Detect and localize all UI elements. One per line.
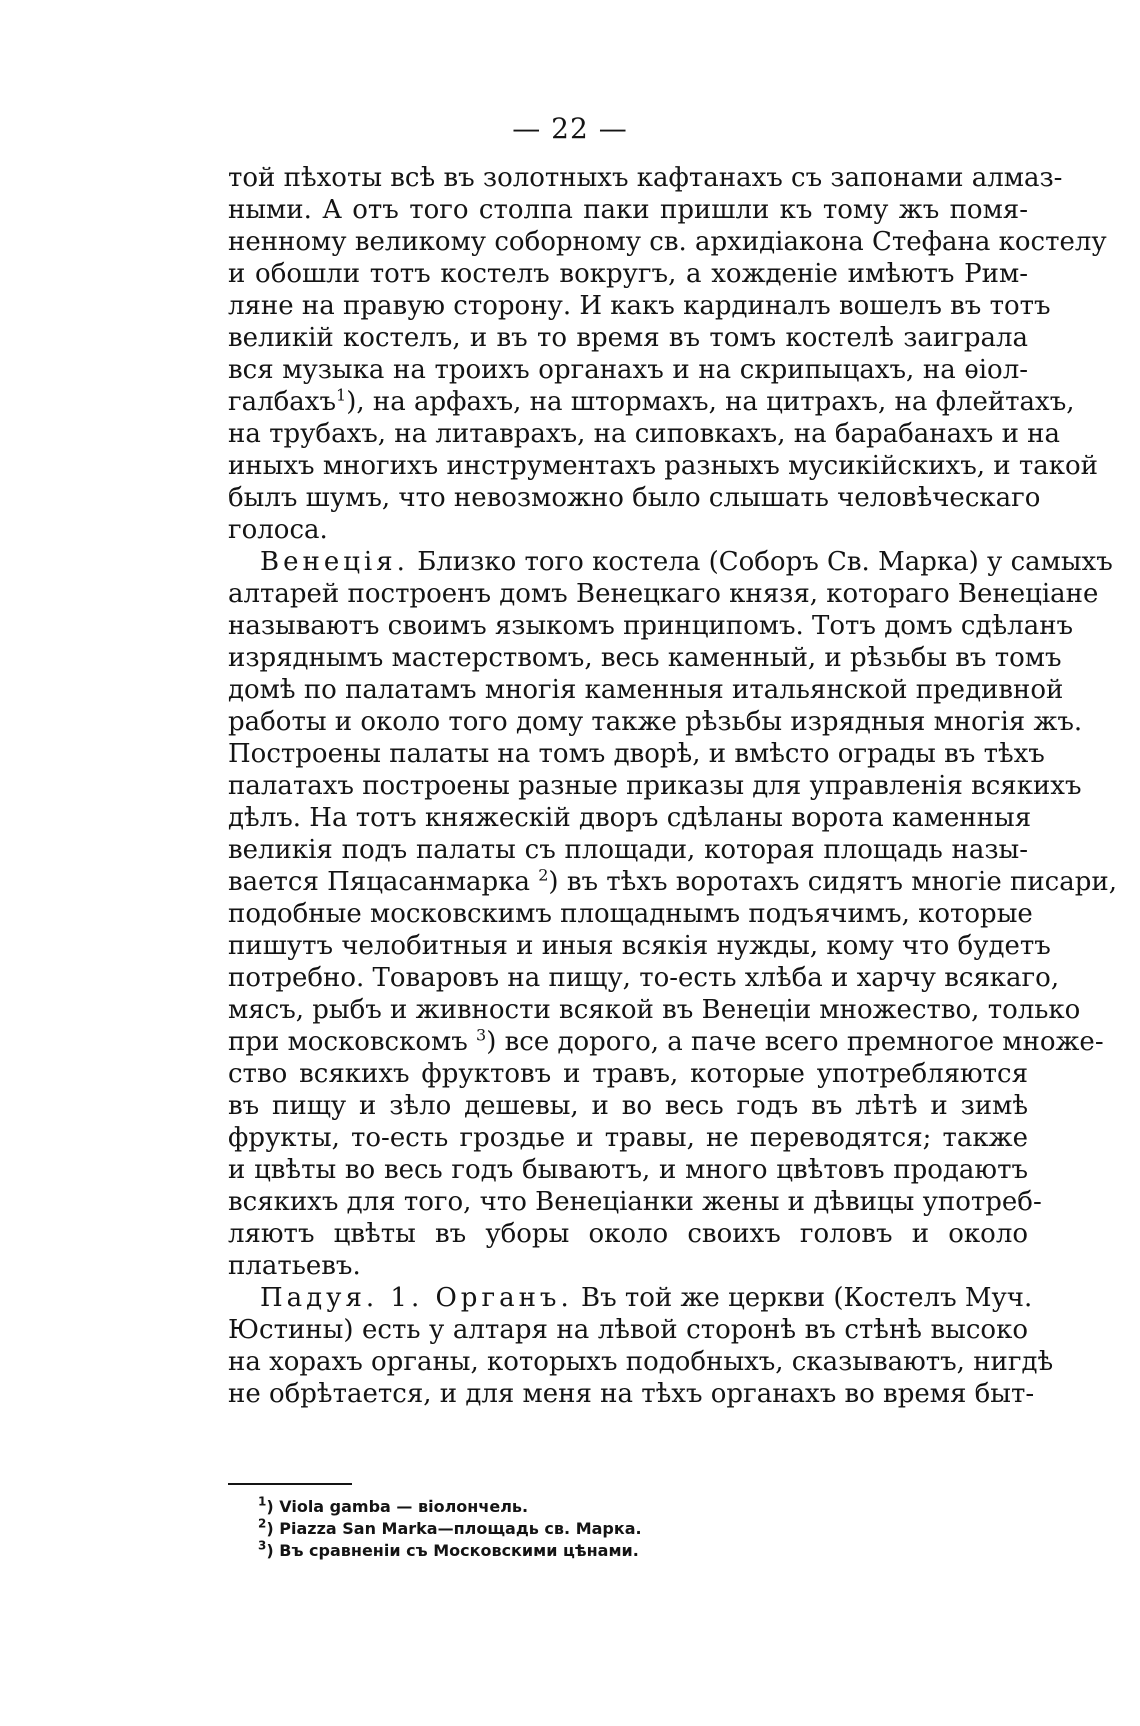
text-line: ляютъ цвѣты въ уборы около своихъ головъ и около [228, 1219, 1028, 1249]
footnote-ref: 1 [336, 385, 347, 405]
text-line: называютъ своимъ языкомъ принципомъ. Тотъ домъ сдѣланъ [228, 611, 1074, 641]
footnote-divider [228, 1483, 352, 1485]
text-line: въ пищу и зѣло дешевы, и во весь годъ въ лѣтѣ и зимѣ [228, 1091, 1028, 1121]
text-line: всякихъ для того, что Венеціанки жены и дѣвицы употреб- [228, 1187, 1042, 1217]
text-line: ненному великому соборному св. архидіакона Стефана костелу [228, 227, 1107, 257]
text-line: ными. А отъ того столпа паки пришли къ тому жъ помя- [228, 195, 1028, 225]
text-line: домѣ по палатамъ многія каменныя итальянской предивной [228, 675, 1064, 705]
text-line: ство всякихъ фруктовъ и травъ, которые употребляются [228, 1059, 1028, 1089]
footnote-text: ) Piazza San Marka—площадь св. Марка. [266, 1519, 642, 1538]
text-line: алтарей построенъ домъ Венецкаго князя, котораго Венеціане [228, 579, 1099, 609]
text-line: работы и около того дому также рѣзьбы изрядныя многія жъ. [228, 707, 1083, 737]
section-heading-venice: Венеція. [260, 547, 409, 577]
text-line: на хорахъ органы, которыхъ подобныхъ, сказываютъ, нигдѣ [228, 1347, 1054, 1377]
text-line: на трубахъ, на литаврахъ, на сиповкахъ, на барабанахъ и на [228, 419, 1061, 449]
text-line: потребно. Товаровъ на пищу, то-есть хлѣба и харчу всякаго, [228, 963, 1060, 993]
text-fragment: ) все дорого, а паче всего премногое множе- [486, 1027, 1104, 1057]
text-line: ляне на правую сторону. И какъ кардиналъ вошелъ въ тотъ [228, 291, 1051, 321]
section-heading-padua: Падуя. 1. Органъ. [260, 1283, 573, 1313]
footnote-item [258, 1518, 978, 1540]
text-line: былъ шумъ, что невозможно было слышать человѣческаго [228, 483, 1041, 513]
text-fragment: вается Пяцасанмарка [228, 867, 530, 897]
text-line [228, 385, 1075, 418]
text-fragment: галбахъ [228, 387, 336, 417]
text-line: Юстины) есть у алтаря на лѣвой сторонѣ въ стѣнѣ высоко [228, 1315, 1028, 1345]
text-fragment: ) въ тѣхъ воротахъ сидятъ многіе писари, [548, 867, 1117, 897]
text-line: не обрѣтается, и для меня на тѣхъ органахъ во время быт- [228, 1379, 1035, 1409]
text-line: и цвѣты во весь годъ бываютъ, и много цвѣтовъ продаютъ [228, 1155, 1028, 1185]
text-fragment: Близко того костела (Соборъ Св. Марка) у самыхъ [417, 547, 1113, 577]
text-line: палатахъ построены разные приказы для управленія всякихъ [228, 771, 1082, 801]
footnote-mark: 2 [258, 1516, 267, 1531]
text-line: платьевъ. [228, 1251, 361, 1281]
page-number: — 22 — [512, 112, 628, 145]
text-line: фрукты, то-есть гроздье и травы, не переводятся; также [228, 1123, 1028, 1153]
text-line [228, 1025, 1104, 1058]
text-line [228, 1282, 1033, 1314]
footnote-item [258, 1540, 978, 1562]
text-line [228, 546, 1113, 578]
text-line: дѣлъ. На тотъ княжескій дворъ сдѣланы ворота каменныя [228, 803, 1032, 833]
text-line [228, 865, 1117, 898]
text-line: подобные московскимъ площаднымъ подъячимъ, которые [228, 899, 1033, 929]
text-fragment: ), на арфахъ, на штормахъ, на цитрахъ, на флейтахъ, [346, 387, 1075, 417]
footnotes [258, 1496, 978, 1562]
body-text [228, 162, 1117, 1410]
text-line: голоса. [228, 515, 328, 545]
footnote-mark: 3 [258, 1538, 267, 1553]
text-line: изряднымъ мастерствомъ, весь каменный, и рѣзьбы въ томъ [228, 643, 1062, 673]
text-line: мясъ, рыбъ и живности всякой въ Венеціи множество, только [228, 995, 1081, 1025]
text-line: и обошли тотъ костелъ вокругъ, а хожденіе имѣютъ Рим- [228, 259, 1028, 289]
text-line: великій костелъ, и въ то время въ томъ костелѣ заиграла [228, 323, 1028, 353]
text-fragment: при московскомъ [228, 1027, 468, 1057]
text-line: Построены палаты на томъ дворѣ, и вмѣсто ограды въ тѣхъ [228, 739, 1045, 769]
text-line: иныхъ многихъ инструментахъ разныхъ мусикійскихъ, и такой [228, 451, 1098, 481]
footnote-ref: 3 [476, 1025, 487, 1045]
text-line: той пѣхоты всѣ въ золотныхъ кафтанахъ съ запонами алмаз- [228, 163, 1063, 193]
footnote-text: ) Viola gamba — віолончель. [266, 1497, 529, 1516]
text-line: пишутъ челобитныя и иныя всякія нужды, кому что будетъ [228, 931, 1051, 961]
text-fragment: Въ той же церкви (Костелъ Муч. [580, 1283, 1033, 1313]
text-line: великія подъ палаты съ площади, которая площадь назы- [228, 835, 1028, 865]
footnote-ref: 2 [538, 865, 549, 885]
footnote-text: ) Въ сравненіи съ Московскими цѣнами. [266, 1541, 639, 1560]
footnote-mark: 1 [258, 1494, 267, 1509]
text-line: вся музыка на троихъ органахъ и на скрипыцахъ, на ѳіол- [228, 355, 1028, 385]
footnote-item [258, 1496, 978, 1518]
